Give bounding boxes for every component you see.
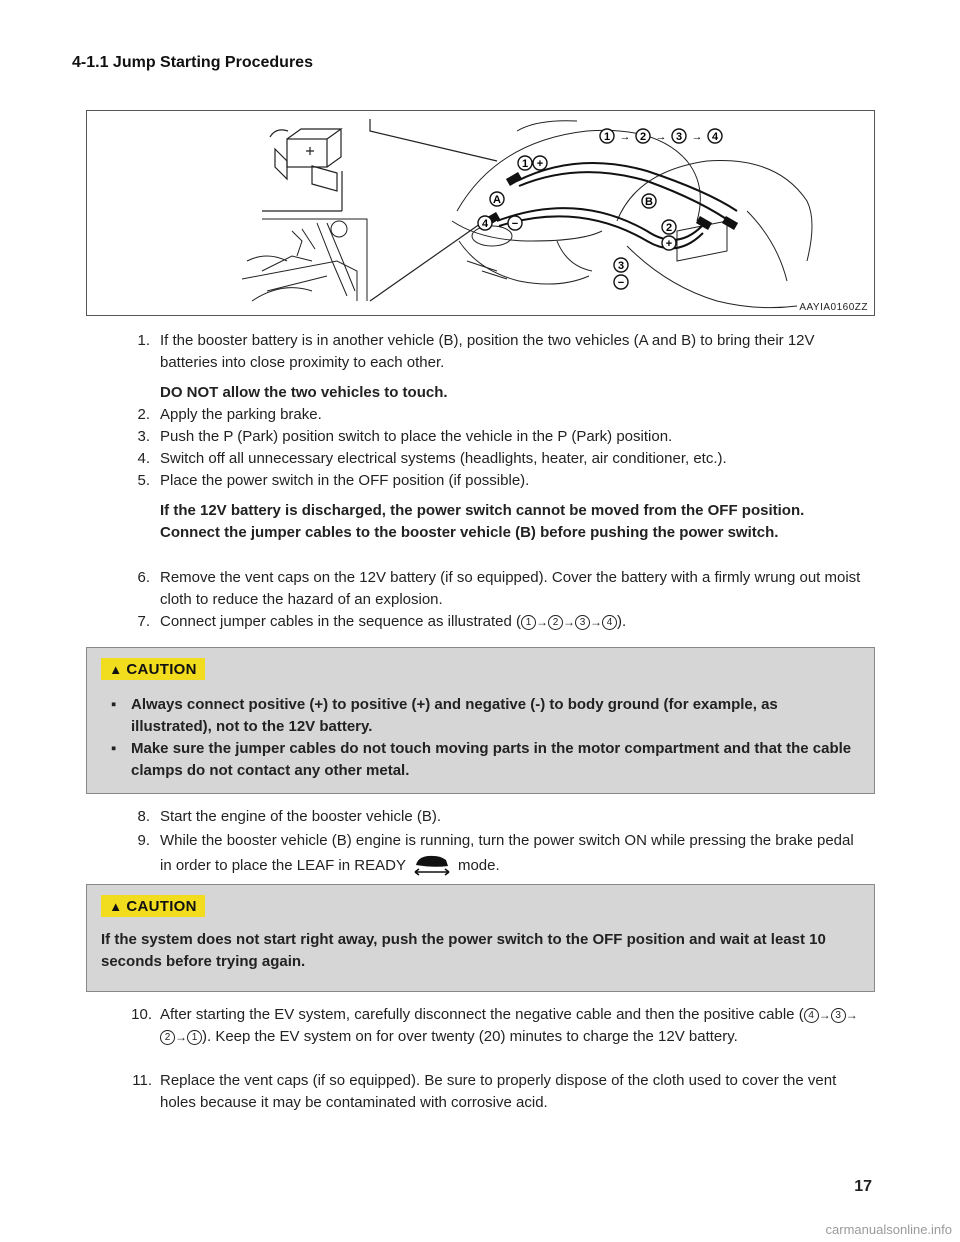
step-11 (120, 1070, 865, 1114)
caution-box-2 (86, 884, 875, 992)
seq-arrow: → (818, 1008, 831, 1022)
seq-circle: 2 (548, 615, 563, 630)
caution-item-1 (111, 694, 861, 738)
caution-label (101, 895, 205, 917)
step-text: Push the P (Park) position switch to place the vehicle in the P (Park) position. (160, 428, 673, 445)
watermark: carmanualsonline.info (825, 1222, 952, 1237)
seq-arrow: → (536, 615, 549, 629)
step-text: Switch off all unnecessary electrical systems (headlights, heater, air conditioner, etc.). (160, 450, 727, 467)
step-number: 4. (137, 450, 150, 467)
step-number: 2. (137, 406, 150, 423)
seq-circle: 3 (831, 1008, 846, 1023)
seq-circle: 2 (160, 1030, 175, 1045)
illustration-drawing (87, 111, 874, 315)
figure-code: AAYIA0160ZZ (799, 302, 868, 313)
plus-symbol: + (536, 158, 544, 170)
step-number: 5. (137, 472, 150, 489)
step-text: Replace the vent caps (if so equipped). Be sure to properly dispose of the cloth used to cover the vent holes because it may be contaminated with corrosive acid. (160, 1072, 837, 1111)
step-text: If the booster battery is in another vehicle (B), position the two vehicles (A and B) to bring their 12V batteries into close proximity to each other. (160, 332, 815, 371)
seq-4: 4 (711, 131, 719, 143)
step-text-post: ). Keep the EV system on for over twenty (20) minutes to charge the 12V battery. (202, 1028, 738, 1045)
step-number: 11. (132, 1072, 152, 1089)
seq-1: 1 (603, 131, 611, 143)
seq-circle: 1 (187, 1030, 202, 1045)
step-number: 1. (137, 332, 150, 349)
step-7 (120, 611, 865, 633)
marker-a (490, 192, 504, 206)
minus-symbol: − (511, 218, 519, 230)
step-number: 8. (137, 808, 150, 825)
seq-3: 3 (675, 131, 683, 143)
step-6 (120, 567, 865, 611)
step-text: Start the engine of the booster vehicle (B). (160, 808, 441, 825)
note-discharged: If the 12V battery is discharged, the power switch cannot be moved from the OFF position. Connect the jumper cables to the booster vehicle (B) before pushing the power switch. (160, 502, 805, 541)
step-number: 10. (131, 1006, 152, 1023)
step-3 (120, 426, 865, 448)
step-text (160, 830, 865, 877)
step-4 (120, 448, 865, 470)
step-number: 3. (137, 428, 150, 445)
warning-icon: ▲ (109, 898, 123, 914)
step-text-post: mode. (457, 857, 500, 874)
step-text-pre: Connect jumper cables in the sequence as illustrated ( (160, 613, 522, 630)
caution-label-text: CAUTION (126, 897, 197, 915)
step-text-post: ). (617, 613, 627, 630)
marker-b-label: B (645, 196, 653, 208)
step-text (160, 1004, 865, 1048)
marker-b (642, 194, 656, 208)
section-title: 4-1.1 Jump Starting Procedures (72, 54, 313, 71)
seq-arrow: → (845, 1008, 858, 1022)
seq-arrow: → (563, 615, 576, 629)
marker-1-label: 1 (521, 158, 529, 170)
seq-2: 2 (639, 131, 647, 143)
step-9 (120, 830, 865, 877)
note-no-touch: DO NOT allow the two vehicles to touch. (160, 384, 448, 401)
bullet-icon: ▪ (111, 696, 117, 713)
caution-item-2 (111, 738, 861, 782)
ready-car-icon (412, 852, 452, 876)
marker-3 (614, 258, 628, 289)
caution-label-text: CAUTION (126, 660, 197, 678)
jump-start-illustration (86, 110, 875, 316)
step-number: 9. (137, 832, 150, 849)
step-2 (120, 404, 865, 426)
minus-symbol-2: − (617, 277, 625, 289)
step-text: Apply the parking brake. (160, 406, 322, 423)
step-1 (120, 330, 865, 374)
seq-circle: 4 (602, 615, 617, 630)
seq-arrow-3: → (691, 131, 703, 143)
step-10 (120, 1004, 865, 1048)
step-text: Remove the vent caps on the 12V battery (if so equipped). Cover the battery with a firmly wrung out moist cloth to reduce the hazard of an explosion. (160, 569, 861, 608)
marker-2 (662, 220, 676, 250)
seq-arrow: → (175, 1030, 187, 1044)
marker-4-label: 4 (481, 218, 489, 230)
marker-2-label: 2 (665, 222, 673, 234)
seq-circle: 1 (521, 615, 536, 630)
step-text: Place the power switch in the OFF position (if possible). (160, 472, 530, 489)
step-text-pre: While the booster vehicle (B) engine is running, turn the power switch ON while pressing the brake pedal in order to place the LEAF in READY (160, 832, 854, 874)
marker-3-label: 3 (617, 260, 625, 272)
step-5 (120, 470, 865, 492)
seq-arrow-1: → (619, 131, 631, 143)
step-8 (120, 806, 865, 828)
caution-label (101, 658, 205, 680)
seq-circle: 4 (804, 1008, 819, 1023)
step-number: 6. (137, 569, 150, 586)
marker-1 (518, 156, 547, 170)
page-number: 17 (854, 1178, 872, 1195)
seq-arrow-2: → (655, 131, 667, 143)
step-number: 7. (137, 613, 150, 630)
caution-item-text: Make sure the jumper cables do not touch moving parts in the motor compartment and that the cable clamps do not contact any other metal. (131, 740, 852, 779)
warning-icon: ▲ (109, 661, 123, 677)
marker-a-label: A (493, 194, 501, 206)
caution-box-1 (86, 647, 875, 794)
step-text-pre: After starting the EV system, carefully disconnect the negative cable and then the positive cable ( (160, 1006, 804, 1023)
caution-text: If the system does not start right away, push the power switch to the OFF position and wait at least 10 seconds before trying again. (101, 931, 826, 970)
seq-circle: 3 (575, 615, 590, 630)
bullet-icon: ▪ (111, 740, 117, 757)
plus-symbol-2: + (665, 238, 673, 250)
step-text (160, 611, 865, 633)
caution-item-text: Always connect positive (+) to positive (+) and negative (-) to body ground (for example, as illustrated), not to the 12V battery. (131, 696, 778, 735)
seq-arrow: → (590, 615, 603, 629)
marker-4 (478, 216, 522, 230)
